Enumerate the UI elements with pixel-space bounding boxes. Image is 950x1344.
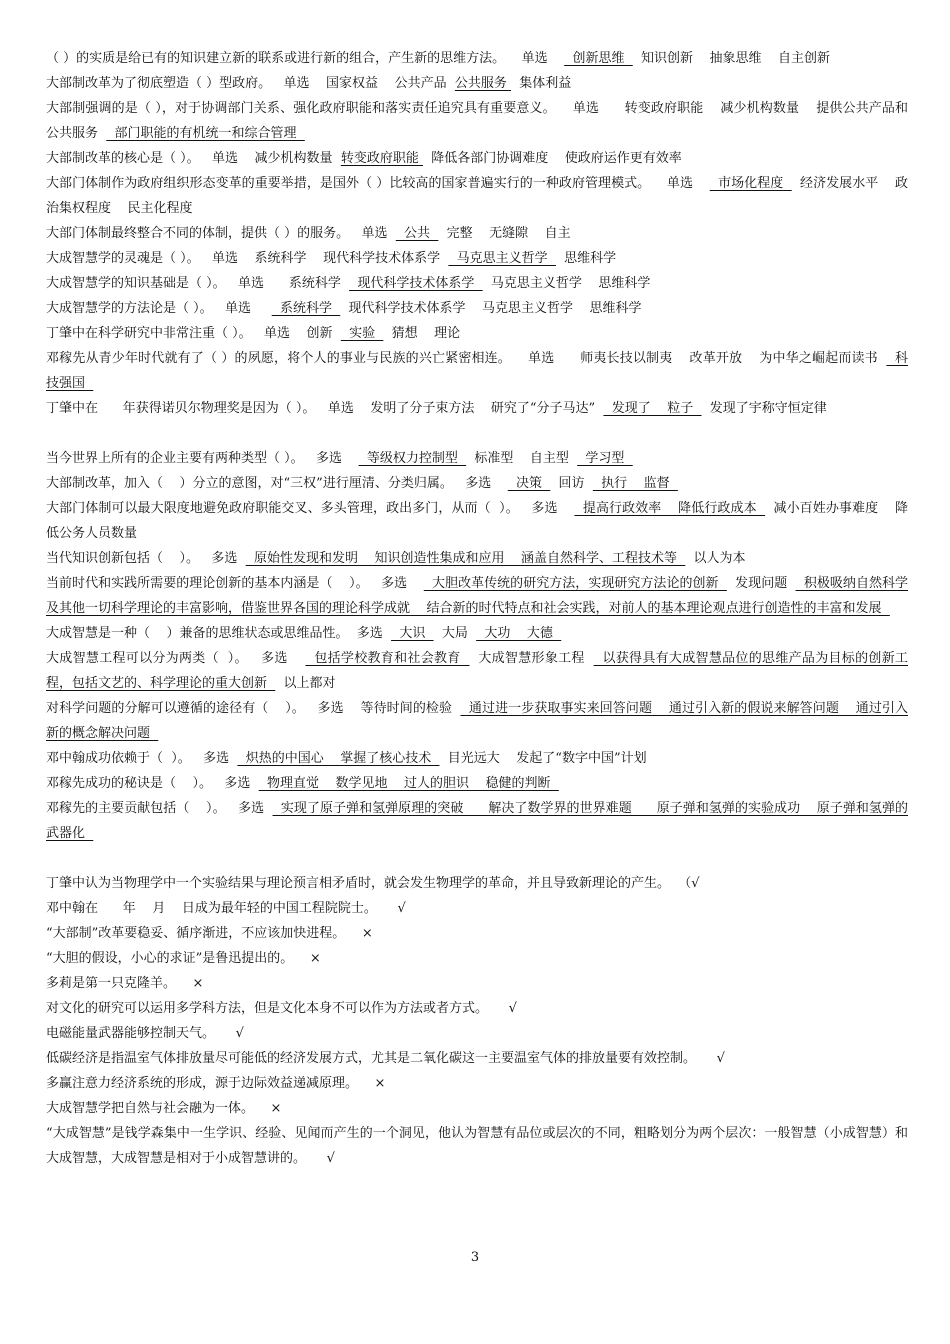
question-text: 大部门体制作为政府组织形态变革的重要举措，是国外（ ）比较高的国家普遍实行的一种政府管理模式。 单选 bbox=[46, 176, 710, 191]
question-text: “大部制”改革要稳妥、循序渐进，不应该加快进程。 × bbox=[46, 926, 373, 941]
answer-text: 系统科学 bbox=[271, 301, 341, 316]
question-item bbox=[46, 1071, 908, 1096]
page-number: 3 bbox=[470, 1250, 480, 1265]
answer-text: 现代科学技术体系学 bbox=[349, 276, 483, 291]
question-text: 大部门体制可以最大限度地避免政府职能交叉、多头管理，政出多门，从而（ ）。 多选 bbox=[46, 501, 575, 516]
question-text: 大成智慧学的方法论是（ ）。 单选 bbox=[46, 301, 272, 316]
question-text: 集体利益 bbox=[511, 76, 572, 91]
question-text: 标准型 自主型 bbox=[466, 451, 578, 466]
question-text: 减小百姓办事难度 降低公务人员数量 bbox=[46, 501, 909, 541]
answer-text: 实验 bbox=[340, 326, 384, 341]
answer-text: 实现了原子弹和氢弹原理的突破 解决了数学界的世界难题 原子弹和氢弹的实验成功 原子弹和氢弹的武器化 bbox=[46, 801, 908, 841]
question-text: 大部门体制最终整合不同的体制，提供（ ）的服务。 单选 bbox=[46, 226, 396, 241]
question-item bbox=[46, 1046, 908, 1071]
question-text: 丁肇中在科学研究中非常注重（ ）。 单选 创新 bbox=[46, 326, 341, 341]
answer-text: 等级权力控制型 bbox=[358, 451, 467, 466]
answer-text: 以获得具有大成智慧品位的思维产品为目标的创新工程，包括文艺的、科学理论的重大创新 bbox=[46, 651, 909, 691]
question-text: 对文化的研究可以运用多学科方法，但是文化本身不可以作为方法或者方式。 √ bbox=[46, 1001, 517, 1016]
question-text: 发现问题 bbox=[726, 576, 796, 591]
answer-text: 创新思维 bbox=[564, 51, 633, 66]
question-text: 经济发展水平 政治集权程度 民主化程度 bbox=[46, 176, 909, 216]
question-text: 思维科学 bbox=[555, 251, 617, 266]
question-text: 当前时代和实践所需要的理论创新的基本内涵是（ ）。 多选 bbox=[46, 576, 424, 591]
question-item bbox=[46, 96, 908, 146]
question-text: 邓稼先的主要贡献包括（ ）。 多选 bbox=[46, 801, 273, 816]
question-item bbox=[46, 746, 908, 771]
question-text: 大成智慧学把自然与社会融为一体。 × bbox=[46, 1101, 282, 1116]
answer-text: 马克思主义哲学 bbox=[448, 251, 556, 266]
question-text: 回访 bbox=[550, 476, 593, 491]
answer-text: 积极吸纳自然科学及其他一切科学理论的丰富影响，借鉴世界各国的理论科学成就 结合新的时代特点和社会实践，对前人的基本理论观点进行创造性的丰富和发展 bbox=[46, 576, 909, 616]
answer-text: 包括学校教育和社会教育 bbox=[305, 651, 470, 666]
question-item bbox=[46, 271, 908, 296]
question-item bbox=[46, 246, 908, 271]
question-item bbox=[46, 321, 908, 346]
answer-text: 发现了 粒子 bbox=[603, 401, 702, 416]
question-item bbox=[46, 346, 908, 396]
answer-text: 市场化程度 bbox=[709, 176, 792, 191]
question-item bbox=[46, 71, 908, 96]
section-spacer bbox=[46, 421, 908, 446]
question-item bbox=[46, 296, 908, 321]
question-text: 马克思主义哲学 思维科学 bbox=[482, 276, 651, 291]
question-item bbox=[46, 446, 908, 471]
question-text: 多莉是第一只克隆羊。 × bbox=[46, 976, 204, 991]
question-text: 邓中翰在 年 月 日成为最年轻的中国工程院院士。 √ bbox=[46, 901, 406, 916]
question-text: 以上都对 bbox=[275, 676, 336, 691]
question-item bbox=[46, 171, 908, 221]
question-text: 大部制改革为了彻底塑造（ ）型政府。 单选 国家权益 公共产品 bbox=[46, 76, 455, 91]
question-text: 大成智慧工程可以分为两类（ ）。 多选 bbox=[46, 651, 306, 666]
question-text: 大成智慧学的灵魂是（ ）。 单选 系统科学 现代科学技术体系学 bbox=[46, 251, 449, 266]
question-item bbox=[46, 396, 908, 421]
section-judge-choice bbox=[46, 871, 908, 1171]
question-item bbox=[46, 1021, 908, 1046]
question-item bbox=[46, 696, 908, 746]
question-text: 丁肇中在 年获得诺贝尔物理奖是因为（ ）。 单选 发明了分子束方法 研究了“分子马达” bbox=[46, 401, 604, 416]
section-single-choice bbox=[46, 46, 908, 421]
answer-text: 决策 bbox=[507, 476, 551, 491]
answer-text: 公共服务 bbox=[454, 76, 511, 91]
answer-text: 部门职能的有机统一和综合管理 bbox=[106, 126, 305, 141]
answer-text: 通过进一步获取事实来回答问题 通过引入新的假说来解答问题 通过引入新的概念解决问题 bbox=[46, 701, 908, 741]
question-item bbox=[46, 996, 908, 1021]
question-text: 以人为本 bbox=[685, 551, 746, 566]
question-item bbox=[46, 921, 908, 946]
question-text: 当今世界上所有的企业主要有两种类型（ ）。 多选 bbox=[46, 451, 359, 466]
question-text: 猜想 理论 bbox=[383, 326, 461, 341]
question-item bbox=[46, 796, 908, 846]
question-text: 电磁能量武器能够控制天气。 √ bbox=[46, 1026, 244, 1041]
question-text: 大部制改革的核心是（ ）。 单选 减少机构数量 bbox=[46, 151, 341, 166]
question-text: 邓稼先成功的秘诀是（ ）。 多选 bbox=[46, 776, 259, 791]
question-item bbox=[46, 471, 908, 496]
question-item bbox=[46, 896, 908, 921]
question-text: 对科学问题的分解可以遵循的途径有（ ）。 多选 等待时间的检验 bbox=[46, 701, 461, 716]
question-item bbox=[46, 496, 908, 546]
question-text: 邓稼先从青少年时代就有了（ ）的夙愿，将个人的事业与民族的兴亡紧密相连。 单选 师夷长技以制夷 改革开放 为中华之崛起而读书 bbox=[46, 351, 887, 366]
question-text: 大部制强调的是（ ），对于协调部门关系、强化政府职能和落实责任追究具有重要意义。 单选 转变政府职能 减少机构数量 提供公共产品和公共服务 bbox=[46, 101, 908, 141]
question-text: 当代知识创新包括（ ）。 多选 bbox=[46, 551, 246, 566]
question-item bbox=[46, 546, 908, 571]
question-text: 低碳经济是指温室气体排放量尽可能低的经济发展方式，尤其是二氧化碳这一主要温室气体的排放量要有效控制。 √ bbox=[46, 1051, 725, 1066]
question-text: 大成智慧学的知识基础是（ ）。 单选 系统科学 bbox=[46, 276, 350, 291]
question-item bbox=[46, 571, 908, 621]
question-item bbox=[46, 146, 908, 171]
question-item bbox=[46, 46, 908, 71]
question-text: 大局 bbox=[433, 626, 477, 641]
question-item bbox=[46, 221, 908, 246]
document-body bbox=[46, 46, 908, 1171]
question-text: 邓中翰成功依赖于（ ）。 多选 bbox=[46, 751, 238, 766]
answer-text: 炽热的中国心 掌握了核心技术 bbox=[237, 751, 440, 766]
answer-text: 物理直觉 数学见地 过人的胆识 稳健的判断 bbox=[258, 776, 559, 791]
section-multi-choice bbox=[46, 446, 908, 846]
question-item bbox=[46, 621, 908, 646]
question-text: “大胆的假设，小心的求证”是鲁迅提出的。 × bbox=[46, 951, 321, 966]
question-text: 完整 无缝隙 自主 bbox=[438, 226, 571, 241]
question-item bbox=[46, 646, 908, 696]
answer-text: 大功 大德 bbox=[476, 626, 562, 641]
answer-text: 学习型 bbox=[577, 451, 633, 466]
question-text: 大成智慧形象工程 bbox=[469, 651, 594, 666]
question-text: “大成智慧”是钱学森集中一生学识、经验、见闻而产生的一个洞见，他认为智慧有品位或层次的不同，粗略划分为两个层次：一般智慧（小成智慧）和大成智慧，大成智慧是相对于小成智慧讲的。 √ bbox=[46, 1126, 908, 1166]
answer-text: 转变政府职能 bbox=[340, 151, 423, 166]
question-text: 发现了宇称守恒定律 bbox=[701, 401, 827, 416]
question-text: 大部制改革，加入（ ）分立的意图，对“三权”进行厘清、分类归属。 多选 bbox=[46, 476, 508, 491]
question-text: 降低各部门协调难度 使政府运作更有效率 bbox=[422, 151, 682, 166]
answer-text: 公共 bbox=[395, 226, 439, 241]
question-text: 多赢注意力经济系统的形成，源于边际效益递减原理。 × bbox=[46, 1076, 386, 1091]
question-text: 丁肇中认为当物理学中一个实验结果与理论预言相矛盾时，就会发生物理学的革命，并且导致新理论的产生。 （√ bbox=[46, 876, 700, 891]
section-spacer bbox=[46, 846, 908, 871]
answer-text: 大胆改革传统的研究方法，实现研究方法论的创新 bbox=[423, 576, 727, 591]
answer-text: 科技强国 bbox=[46, 351, 909, 391]
question-item bbox=[46, 946, 908, 971]
answer-text: 大识 bbox=[391, 626, 434, 641]
question-item bbox=[46, 871, 908, 896]
question-text: 知识创新 抽象思维 自主创新 bbox=[632, 51, 831, 66]
answer-text: 提高行政效率 降低行政成本 bbox=[574, 501, 766, 516]
answer-text: 原始性发现和发明 知识创造性集成和应用 涵盖自然科学、工程技术等 bbox=[245, 551, 686, 566]
question-text: 目光远大 发起了“数字中国”计划 bbox=[439, 751, 647, 766]
question-item bbox=[46, 971, 908, 996]
question-text: （ ）的实质是给已有的知识建立新的联系或进行新的组合，产生新的思维方法。 单选 bbox=[46, 51, 565, 66]
question-item bbox=[46, 1096, 908, 1121]
question-text: 现代科学技术体系学 马克思主义哲学 思维科学 bbox=[340, 301, 642, 316]
question-item bbox=[46, 771, 908, 796]
question-item bbox=[46, 1121, 908, 1171]
question-text: 大成智慧是一种（ ）兼备的思维状态或思维品性。 多选 bbox=[46, 626, 392, 641]
answer-text: 执行 监督 bbox=[592, 476, 678, 491]
